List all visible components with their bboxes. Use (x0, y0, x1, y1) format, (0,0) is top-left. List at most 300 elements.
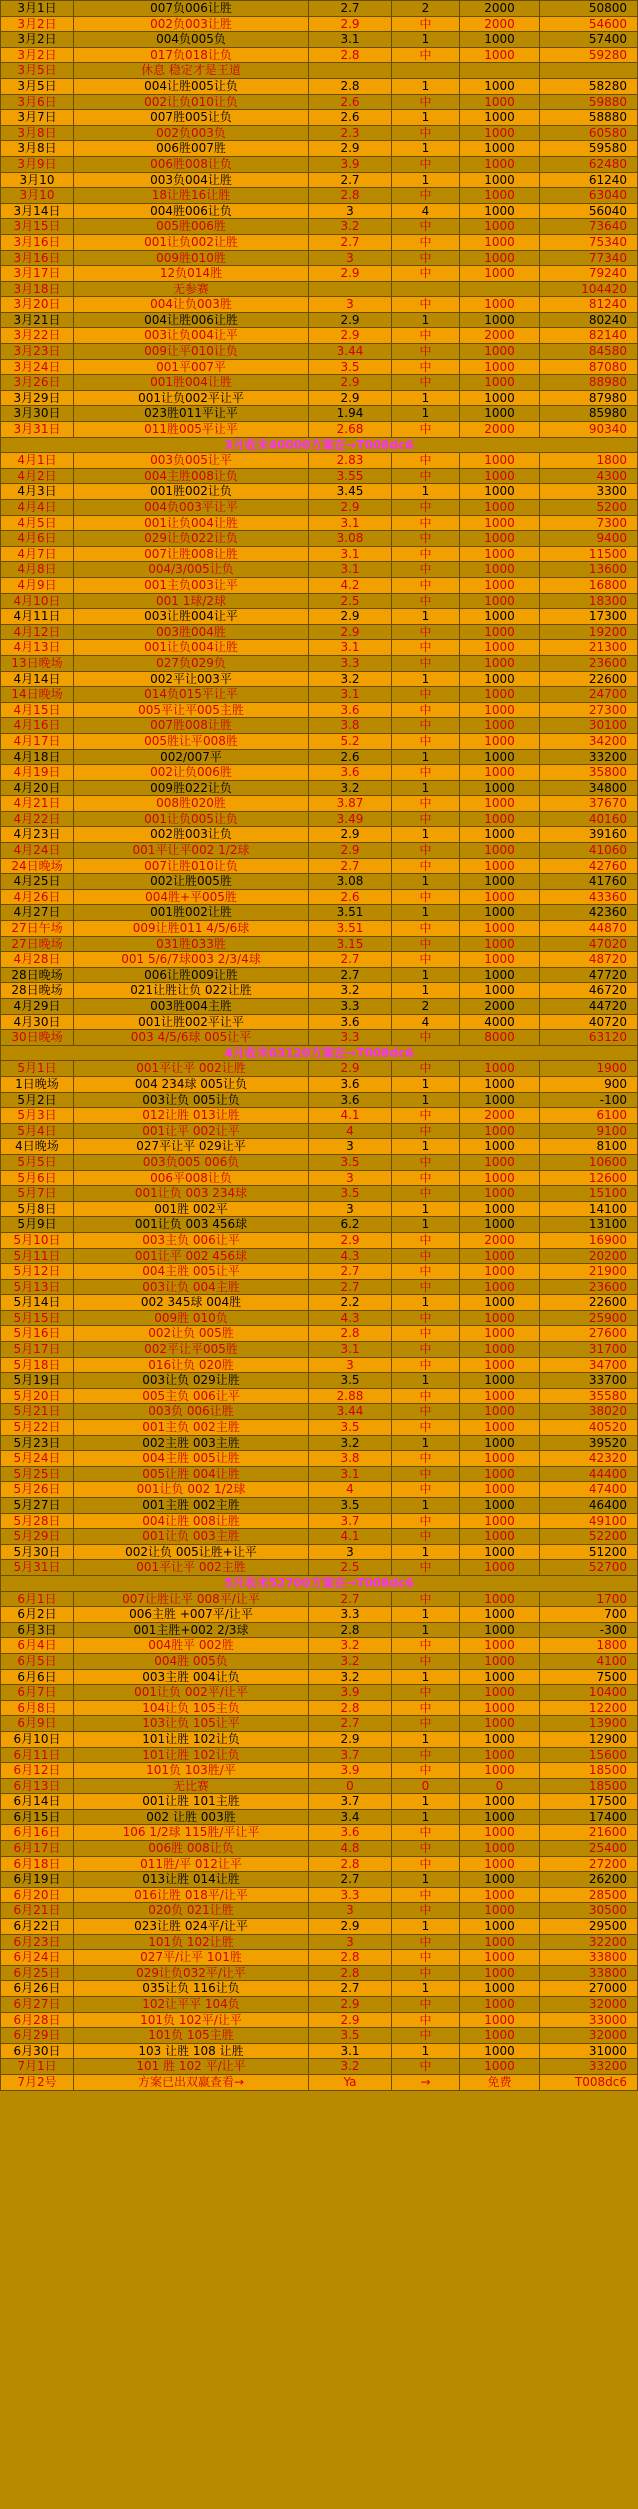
balance-cell: 10600 (540, 1154, 638, 1170)
pick-cell: 004让胜 008让胜 (74, 1513, 309, 1529)
date-cell: 27日晚场 (1, 936, 74, 952)
result-row (1, 843, 638, 859)
balance-cell: 23600 (540, 655, 638, 671)
result-row (1, 889, 638, 905)
section-header-cell: 5月收米52700方案在→T008dc6 (1, 1575, 638, 1591)
date-cell: 3月18日 (1, 281, 74, 297)
result-cell: 中 (392, 1841, 460, 1857)
balance-cell: 9100 (540, 1123, 638, 1139)
balance-cell: 21600 (540, 1825, 638, 1841)
stake-cell: 1000 (460, 297, 540, 313)
stake-cell: 1000 (460, 515, 540, 531)
balance-cell: 22600 (540, 1295, 638, 1311)
balance-cell: 9400 (540, 531, 638, 547)
pick-cell: 001主负003让平 (74, 577, 309, 593)
odds-cell: 2.68 (309, 422, 392, 438)
balance-cell: 40160 (540, 811, 638, 827)
result-row (1, 1513, 638, 1529)
stake-cell: 1000 (460, 32, 540, 48)
odds-cell: 2.7 (309, 858, 392, 874)
result-cell: 中 (392, 640, 460, 656)
balance-cell: 31700 (540, 1342, 638, 1358)
date-cell: 28日晚场 (1, 983, 74, 999)
stake-cell: 1000 (460, 624, 540, 640)
result-row (1, 983, 638, 999)
result-row (1, 1669, 638, 1685)
pick-cell: 009胜022让负 (74, 780, 309, 796)
stake-cell: 1000 (460, 983, 540, 999)
pick-cell: 002 让胜 003胜 (74, 1809, 309, 1825)
pick-cell: 004负003平让平 (74, 500, 309, 516)
pick-cell: 016让负 020胜 (74, 1357, 309, 1373)
result-cell: 1 (392, 1794, 460, 1810)
pick-cell: 001平让平 002主胜 (74, 1560, 309, 1576)
result-cell: 中 (392, 156, 460, 172)
odds-cell: 2.3 (309, 125, 392, 141)
result-row (1, 1186, 638, 1202)
result-cell: 中 (392, 1482, 460, 1498)
balance-cell: 61240 (540, 172, 638, 188)
result-row (1, 1498, 638, 1514)
odds-cell: 3.6 (309, 1014, 392, 1030)
date-cell: 28日晚场 (1, 967, 74, 983)
result-cell: 中 (392, 936, 460, 952)
result-row (1, 1794, 638, 1810)
pick-cell: 005平让平005主胜 (74, 702, 309, 718)
pick-cell: 12负014胜 (74, 266, 309, 282)
pick-cell: 001主胜+002 2/3球 (74, 1622, 309, 1638)
stake-cell: 1000 (460, 1763, 540, 1779)
odds-cell: 2.9 (309, 1731, 392, 1747)
result-cell: 1 (392, 1872, 460, 1888)
date-cell: 6月30日 (1, 2043, 74, 2059)
result-row (1, 1747, 638, 1763)
odds-cell: 3.6 (309, 702, 392, 718)
stake-cell: 1000 (460, 1123, 540, 1139)
pick-cell: 012让胜 013让胜 (74, 1108, 309, 1124)
stake-cell: 1000 (460, 1685, 540, 1701)
date-cell: 1日晚场 (1, 1076, 74, 1092)
result-row (1, 655, 638, 671)
result-cell: 1 (392, 1731, 460, 1747)
odds-cell: 3.44 (309, 1404, 392, 1420)
result-cell: 1 (392, 406, 460, 422)
result-row (1, 1014, 638, 1030)
result-row (1, 1123, 638, 1139)
result-cell: 中 (392, 1186, 460, 1202)
result-cell: 中 (392, 1763, 460, 1779)
odds-cell: 0 (309, 1778, 392, 1794)
odds-cell: 2.8 (309, 1856, 392, 1872)
date-cell: 4月24日 (1, 843, 74, 859)
odds-cell: 3.51 (309, 921, 392, 937)
pick-cell: 003让负 029让胜 (74, 1373, 309, 1389)
date-cell: 4月7日 (1, 546, 74, 562)
odds-cell: 3.45 (309, 484, 392, 500)
result-cell: 中 (392, 1560, 460, 1576)
odds-cell: 2.9 (309, 624, 392, 640)
pick-cell: 011胜005平让平 (74, 422, 309, 438)
date-cell: 5月14日 (1, 1295, 74, 1311)
pick-cell: 004胜平 002胜 (74, 1638, 309, 1654)
stake-cell: 1000 (460, 858, 540, 874)
result-cell: 中 (392, 125, 460, 141)
result-row (1, 344, 638, 360)
odds-cell: 3.9 (309, 1685, 392, 1701)
result-cell: 中 (392, 921, 460, 937)
result-cell: 中 (392, 1685, 460, 1701)
odds-cell: 2.9 (309, 609, 392, 625)
date-cell: 27日午场 (1, 921, 74, 937)
odds-cell: 2.7 (309, 1, 392, 17)
date-cell: 13日晚场 (1, 655, 74, 671)
result-row (1, 1310, 638, 1326)
result-row (1, 1217, 638, 1233)
result-row (1, 1076, 638, 1092)
result-row (1, 1700, 638, 1716)
result-row (1, 1092, 638, 1108)
odds-cell: 2.7 (309, 1264, 392, 1280)
result-cell: 中 (392, 1030, 460, 1046)
result-cell: 1 (392, 32, 460, 48)
odds-cell: 3.8 (309, 718, 392, 734)
result-row (1, 515, 638, 531)
odds-cell: 2.9 (309, 390, 392, 406)
odds-cell: 3 (309, 1170, 392, 1186)
result-row (1, 1997, 638, 2013)
section-header-row (1, 437, 638, 453)
balance-cell: 25400 (540, 1841, 638, 1857)
result-cell: 0 (392, 1778, 460, 1794)
pick-cell: 035让负 116让负 (74, 1981, 309, 1997)
stake-cell: 1000 (460, 1731, 540, 1747)
stake-cell: 1000 (460, 1404, 540, 1420)
pick-cell: 027负029负 (74, 655, 309, 671)
date-cell: 6月26日 (1, 1981, 74, 1997)
result-row (1, 1388, 638, 1404)
balance-cell: 20200 (540, 1248, 638, 1264)
result-row (1, 312, 638, 328)
stake-cell: 1000 (460, 655, 540, 671)
balance-cell: 81240 (540, 297, 638, 313)
date-cell: 5月9日 (1, 1217, 74, 1233)
pick-cell: 014负015平让平 (74, 687, 309, 703)
date-cell: 3月8日 (1, 125, 74, 141)
balance-cell: 33200 (540, 749, 638, 765)
result-cell: 中 (392, 796, 460, 812)
result-cell: 中 (392, 593, 460, 609)
date-cell: 5月23日 (1, 1435, 74, 1451)
result-cell: 中 (392, 1123, 460, 1139)
balance-cell: 39520 (540, 1435, 638, 1451)
result-cell: 1 (392, 110, 460, 126)
stake-cell: 1000 (460, 531, 540, 547)
stake-cell: 1000 (460, 1669, 540, 1685)
results-table-body (1, 1, 638, 2091)
pick-cell: 001平让平002 1/2球 (74, 843, 309, 859)
result-row (1, 1061, 638, 1077)
odds-cell: 3.6 (309, 765, 392, 781)
balance-cell: 7300 (540, 515, 638, 531)
odds-cell: 3.2 (309, 219, 392, 235)
odds-cell: 3 (309, 1903, 392, 1919)
section-header-row (1, 1045, 638, 1061)
pick-cell: 002让负006胜 (74, 765, 309, 781)
odds-cell: 2.8 (309, 47, 392, 63)
result-cell: 1 (392, 1669, 460, 1685)
date-cell: 6月16日 (1, 1825, 74, 1841)
odds-cell: 3.7 (309, 1513, 392, 1529)
result-cell: 1 (392, 749, 460, 765)
result-cell: 中 (392, 1310, 460, 1326)
pick-cell: 007让胜让平 008平/让平 (74, 1591, 309, 1607)
pick-cell: 无比赛 (74, 1778, 309, 1794)
date-cell: 3月5日 (1, 63, 74, 79)
result-cell: 中 (392, 1887, 460, 1903)
stake-cell: 1000 (460, 141, 540, 157)
pick-cell: 007让胜010让负 (74, 858, 309, 874)
balance-cell: 40720 (540, 1014, 638, 1030)
odds-cell: 2.2 (309, 1295, 392, 1311)
result-cell: 1 (392, 1498, 460, 1514)
date-cell: 5月5日 (1, 1154, 74, 1170)
stake-cell: 1000 (460, 1092, 540, 1108)
odds-cell: 3.1 (309, 1342, 392, 1358)
odds-cell: 2.9 (309, 2012, 392, 2028)
date-cell: 4日晚场 (1, 1139, 74, 1155)
pick-cell: 008胜020胜 (74, 796, 309, 812)
result-row (1, 1965, 638, 1981)
result-row (1, 1841, 638, 1857)
odds-cell (309, 281, 392, 297)
pick-cell: 001让负005让负 (74, 811, 309, 827)
stake-cell: 1000 (460, 733, 540, 749)
result-cell: 2 (392, 1, 460, 17)
balance-cell: -100 (540, 1092, 638, 1108)
result-cell: 中 (392, 1326, 460, 1342)
odds-cell: 3.5 (309, 1186, 392, 1202)
stake-cell: 1000 (460, 1607, 540, 1623)
stake-cell: 1000 (460, 468, 540, 484)
odds-cell: 3.5 (309, 1154, 392, 1170)
pick-cell: 004让胜005让负 (74, 78, 309, 94)
stake-cell: 1000 (460, 188, 540, 204)
result-cell: 中 (392, 562, 460, 578)
result-cell: 中 (392, 1529, 460, 1545)
odds-cell: 3.1 (309, 687, 392, 703)
stake-cell: 1000 (460, 1513, 540, 1529)
stake-cell: 1000 (460, 718, 540, 734)
result-cell: 1 (392, 1809, 460, 1825)
balance-cell: 59580 (540, 141, 638, 157)
result-cell: 中 (392, 577, 460, 593)
result-row (1, 1763, 638, 1779)
stake-cell: 1000 (460, 453, 540, 469)
stake-cell: 1000 (460, 1872, 540, 1888)
result-cell: 中 (392, 811, 460, 827)
stake-cell: 1000 (460, 1903, 540, 1919)
pick-cell: 021让胜让负 022让胜 (74, 983, 309, 999)
result-row (1, 219, 638, 235)
date-cell: 6月7日 (1, 1685, 74, 1701)
result-row (1, 1544, 638, 1560)
date-cell: 4月6日 (1, 531, 74, 547)
pick-cell: 006主胜 +007平/让平 (74, 1607, 309, 1623)
stake-cell: 1000 (460, 1139, 540, 1155)
balance-cell: 1800 (540, 453, 638, 469)
date-cell: 5月10日 (1, 1232, 74, 1248)
pick-cell: 001让负002让胜 (74, 234, 309, 250)
odds-cell: 2.9 (309, 1061, 392, 1077)
pick-cell: 001主负 002主胜 (74, 1420, 309, 1436)
odds-cell: 3.15 (309, 936, 392, 952)
result-row (1, 172, 638, 188)
pick-cell: 002 345球 004胜 (74, 1295, 309, 1311)
odds-cell: 4.3 (309, 1310, 392, 1326)
odds-cell: 2.9 (309, 1232, 392, 1248)
pick-cell: 001让平 002 456球 (74, 1248, 309, 1264)
pick-cell: 001让负 003主胜 (74, 1529, 309, 1545)
result-cell: 1 (392, 141, 460, 157)
date-cell: 3月6日 (1, 94, 74, 110)
pick-cell: 004/3/005让负 (74, 562, 309, 578)
date-cell: 5月11日 (1, 1248, 74, 1264)
result-row (1, 1529, 638, 1545)
date-cell: 3月22日 (1, 328, 74, 344)
pick-cell: 102让平平 104负 (74, 1997, 309, 2013)
odds-cell: 3.2 (309, 1435, 392, 1451)
result-row (1, 250, 638, 266)
balance-cell: 31000 (540, 2043, 638, 2059)
stake-cell: 1000 (460, 1279, 540, 1295)
result-row (1, 1264, 638, 1280)
balance-cell: 27200 (540, 1856, 638, 1872)
stake-cell: 1000 (460, 1388, 540, 1404)
date-cell: 5月4日 (1, 1123, 74, 1139)
balance-cell: 47020 (540, 936, 638, 952)
odds-cell: 2.9 (309, 141, 392, 157)
pick-cell: 001主胜 002主胜 (74, 1498, 309, 1514)
stake-cell: 2000 (460, 1108, 540, 1124)
date-cell: 5月3日 (1, 1108, 74, 1124)
result-row (1, 94, 638, 110)
date-cell: 6月28日 (1, 2012, 74, 2028)
odds-cell: 2.8 (309, 188, 392, 204)
stake-cell: 1000 (460, 1934, 540, 1950)
result-cell: 中 (392, 468, 460, 484)
stake-cell: 2000 (460, 16, 540, 32)
date-cell: 6月4日 (1, 1638, 74, 1654)
balance-cell: 25900 (540, 1310, 638, 1326)
balance-cell: 10400 (540, 1685, 638, 1701)
date-cell: 4月5日 (1, 515, 74, 531)
result-row (1, 359, 638, 375)
result-cell: 中 (392, 1466, 460, 1482)
balance-cell: 16800 (540, 577, 638, 593)
balance-cell: 17400 (540, 1809, 638, 1825)
odds-cell: 3.5 (309, 359, 392, 375)
pick-cell: 003让负004让平 (74, 328, 309, 344)
balance-cell: 85980 (540, 406, 638, 422)
odds-cell: 4.8 (309, 1841, 392, 1857)
result-cell: 中 (392, 1061, 460, 1077)
balance-cell: 1800 (540, 1638, 638, 1654)
result-cell: 中 (392, 1357, 460, 1373)
odds-cell: 3.87 (309, 796, 392, 812)
odds-cell: 2.7 (309, 234, 392, 250)
pick-cell: 009让胜011 4/5/6球 (74, 921, 309, 937)
stake-cell: 1000 (460, 375, 540, 391)
result-row (1, 468, 638, 484)
pick-cell: 101负 102平/让平 (74, 2012, 309, 2028)
result-row (1, 874, 638, 890)
result-row (1, 2074, 638, 2090)
result-row (1, 749, 638, 765)
pick-cell: 001胜002让胜 (74, 905, 309, 921)
odds-cell: 2.8 (309, 1622, 392, 1638)
result-cell: 中 (392, 843, 460, 859)
balance-cell: 33700 (540, 1373, 638, 1389)
odds-cell: 3.08 (309, 531, 392, 547)
result-cell: 中 (392, 765, 460, 781)
balance-cell: 34700 (540, 1357, 638, 1373)
date-cell: 6月20日 (1, 1887, 74, 1903)
result-cell: 中 (392, 1404, 460, 1420)
stake-cell: 1000 (460, 1981, 540, 1997)
date-cell: 4月28日 (1, 952, 74, 968)
pick-cell: 009胜010胜 (74, 250, 309, 266)
date-cell: 3月26日 (1, 375, 74, 391)
result-cell: 2 (392, 999, 460, 1015)
odds-cell: 3.2 (309, 1653, 392, 1669)
pick-cell: 006平008让负 (74, 1170, 309, 1186)
result-row (1, 32, 638, 48)
result-row (1, 1872, 638, 1888)
stake-cell: 1000 (460, 234, 540, 250)
result-cell: 1 (392, 967, 460, 983)
date-cell: 4月15日 (1, 702, 74, 718)
stake-cell: 1000 (460, 1638, 540, 1654)
result-row (1, 952, 638, 968)
result-row (1, 1030, 638, 1046)
stake-cell: 1000 (460, 500, 540, 516)
odds-cell: 2.6 (309, 94, 392, 110)
result-cell: 中 (392, 733, 460, 749)
odds-cell: 3 (309, 1544, 392, 1560)
balance-cell: 21900 (540, 1264, 638, 1280)
result-cell: 中 (392, 1108, 460, 1124)
odds-cell: 2.8 (309, 1950, 392, 1966)
pick-cell: 003负005让平 (74, 453, 309, 469)
date-cell: 3月15日 (1, 219, 74, 235)
odds-cell: 3.7 (309, 1747, 392, 1763)
date-cell: 5月29日 (1, 1529, 74, 1545)
result-row (1, 936, 638, 952)
result-row (1, 702, 638, 718)
date-cell: 5月17日 (1, 1342, 74, 1358)
pick-cell: 103 让胜 108 让胜 (74, 2043, 309, 2059)
pick-cell: 004胜 005负 (74, 1653, 309, 1669)
balance-cell: 17500 (540, 1794, 638, 1810)
stake-cell: 2000 (460, 328, 540, 344)
balance-cell: 49100 (540, 1513, 638, 1529)
pick-cell: 001让负004让胜 (74, 640, 309, 656)
date-cell: 4月10日 (1, 593, 74, 609)
result-row (1, 1373, 638, 1389)
stake-cell: 1000 (460, 562, 540, 578)
date-cell: 5月20日 (1, 1388, 74, 1404)
stake-cell: 1000 (460, 827, 540, 843)
